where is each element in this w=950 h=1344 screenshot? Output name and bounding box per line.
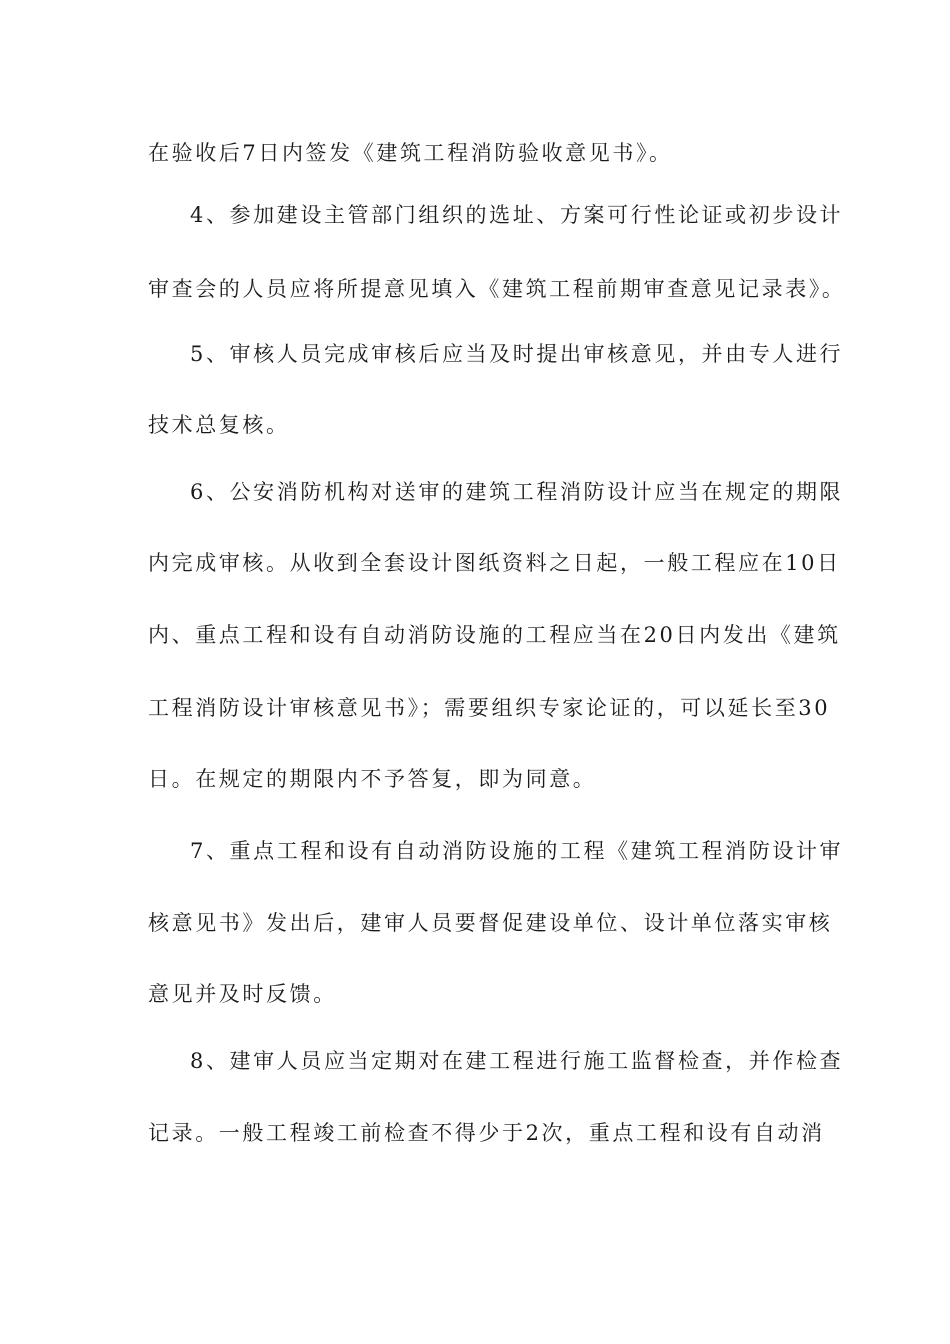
text-line: 日。在规定的期限内不予答复，即为同意。 (148, 767, 597, 791)
text-line: 内完成审核。从收到全套设计图纸资料之日起，一般工程应在10日 (148, 551, 841, 575)
text-line: 核意见书》发出后，建审人员要督促建设单位、设计单位落实审核 (148, 911, 833, 935)
text-line: 审查会的人员应将所提意见填入《建筑工程前期审查意见记录表》。 (148, 277, 846, 301)
text-line: 工程消防设计审核意见书》；需要组织专家论证的，可以延长至30 (148, 696, 831, 720)
paragraph-6-start: 6、公安消防机构对送审的建筑工程消防设计应当在规定的期限 (190, 480, 844, 504)
paragraph-8-start: 8、建审人员应当定期对在建工程进行施工监督检查，并作检查 (190, 1049, 844, 1073)
text-line: 记录。一般工程竣工前检查不得少于2次，重点工程和设有自动消 (148, 1121, 825, 1145)
text-line: 意见并及时反馈。 (148, 982, 337, 1006)
text-line: 内、重点工程和设有自动消防设施的工程应当在20日内发出《建筑 (148, 623, 841, 647)
paragraph-5-start: 5、审核人员完成审核后应当及时提出审核意见，并由专人进行 (190, 342, 844, 366)
text-line: 技术总复核。 (148, 413, 290, 437)
paragraph-4-start: 4、参加建设主管部门组织的选址、方案可行性论证或初步设计 (190, 203, 844, 227)
text-line: 在验收后7日内签发《建筑工程消防验收意见书》。 (148, 141, 673, 165)
paragraph-7-start: 7、重点工程和设有自动消防设施的工程《建筑工程消防设计审 (190, 839, 844, 863)
